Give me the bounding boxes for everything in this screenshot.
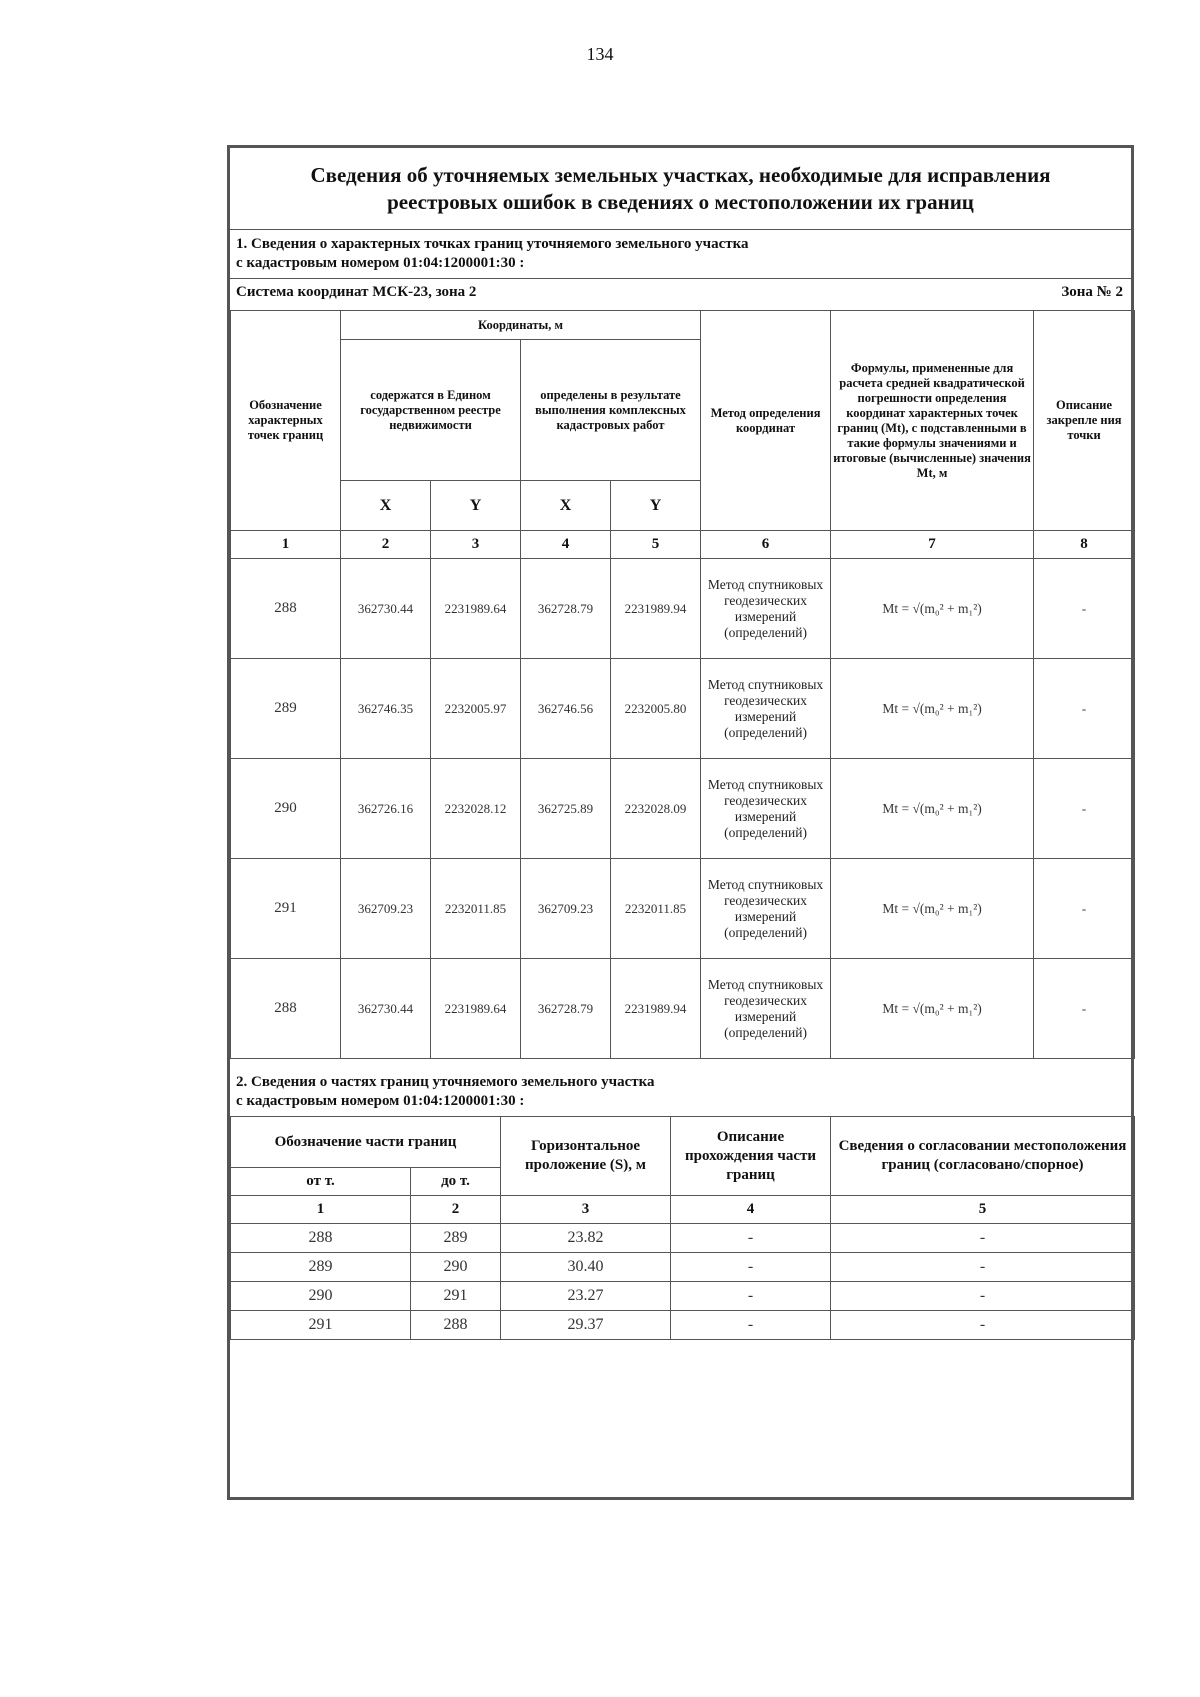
header-in-registry: содержатся в Едином государственном реестре недвижимости xyxy=(341,340,521,481)
table-row xyxy=(231,1282,1135,1311)
from-point: 288 xyxy=(231,1224,411,1253)
registry-x: 362730.44 xyxy=(341,559,431,659)
determined-y: 2231989.94 xyxy=(611,559,701,659)
registry-x: 362730.44 xyxy=(341,959,431,1059)
column-number: 1 xyxy=(231,531,341,559)
formula-cell: Mt = √(m₀² + m₁²) xyxy=(831,759,1034,859)
registry-x: 362709.23 xyxy=(341,859,431,959)
column-number: 3 xyxy=(431,531,521,559)
determined-x: 362728.79 xyxy=(521,959,611,1059)
document-frame xyxy=(227,145,1134,1500)
point-id: 288 xyxy=(231,959,341,1059)
section2-heading xyxy=(236,1073,655,1111)
point-id: 289 xyxy=(231,659,341,759)
points-table xyxy=(230,310,1135,1059)
registry-y: 2232005.97 xyxy=(431,659,521,759)
method-cell: Метод спутниковых геодезических измерений (определений) xyxy=(701,859,831,959)
horizontal-distance: 30.40 xyxy=(501,1253,671,1282)
title-line-1: Сведения об уточняемых земельных участках, необходимые для исправления xyxy=(310,163,1051,187)
description-cell: - xyxy=(1034,759,1135,859)
column-number: 1 xyxy=(231,1196,411,1224)
formula-cell: Mt = √(m₀² + m₁²) xyxy=(831,959,1034,1059)
determined-x: 362725.89 xyxy=(521,759,611,859)
agreement-info: - xyxy=(831,1224,1135,1253)
registry-x: 362746.35 xyxy=(341,659,431,759)
determined-y: 2232011.85 xyxy=(611,859,701,959)
boundary-parts-table xyxy=(230,1116,1135,1340)
header-to: до т. xyxy=(411,1168,501,1196)
header-formulas: Формулы, примененные для расчета средней квадратической погрешности определения координат характерных точек границ (Mt), с подставленными в такие формулы значениями и итоговые (вычисленные) значения Mt, м xyxy=(831,311,1034,531)
method-cell: Метод спутниковых геодезических измерений (определений) xyxy=(701,659,831,759)
determined-x: 362728.79 xyxy=(521,559,611,659)
registry-x: 362726.16 xyxy=(341,759,431,859)
header-horizontal: Горизонтальное проложение (S), м xyxy=(501,1117,671,1196)
description-cell: - xyxy=(1034,859,1135,959)
determined-x: 362746.56 xyxy=(521,659,611,759)
point-id: 291 xyxy=(231,859,341,959)
zone-label: Зона № 2 xyxy=(1061,284,1123,300)
description-cell: - xyxy=(1034,659,1135,759)
to-point: 289 xyxy=(411,1224,501,1253)
registry-y: 2232028.12 xyxy=(431,759,521,859)
registry-y: 2231989.64 xyxy=(431,959,521,1059)
to-point: 291 xyxy=(411,1282,501,1311)
header-method: Метод определения координат xyxy=(701,311,831,531)
header-description: Описание закрепле ния точки xyxy=(1034,311,1135,531)
column-number: 4 xyxy=(671,1196,831,1224)
agreement-info: - xyxy=(831,1311,1135,1340)
formula-cell: Mt = √(m₀² + m₁²) xyxy=(831,859,1034,959)
column-number: 3 xyxy=(501,1196,671,1224)
column-number: 2 xyxy=(411,1196,501,1224)
from-point: 291 xyxy=(231,1311,411,1340)
table-row xyxy=(231,559,1135,659)
from-point: 289 xyxy=(231,1253,411,1282)
title-line-2: реестровых ошибок в сведениях о местоположении их границ xyxy=(387,190,974,214)
header-agreement: Сведения о согласовании местоположения границ (согласовано/спорное) xyxy=(831,1117,1135,1196)
horizontal-distance: 23.82 xyxy=(501,1224,671,1253)
method-cell: Метод спутниковых геодезических измерений (определений) xyxy=(701,759,831,859)
determined-y: 2231989.94 xyxy=(611,959,701,1059)
section2-heading-line-1: 2. Сведения о частях границ уточняемого земельного участка xyxy=(236,1074,655,1090)
section1-heading-line-2: с кадастровым номером 01:04:1200001:30 : xyxy=(236,255,525,271)
header-x: X xyxy=(521,481,611,531)
divider xyxy=(230,229,1131,230)
header-y: Y xyxy=(431,481,521,531)
header-part: Обозначение части границ xyxy=(231,1117,501,1168)
table-row xyxy=(231,1311,1135,1340)
header-coordinates: Координаты, м xyxy=(341,311,701,340)
section1-heading xyxy=(236,235,749,273)
column-number: 5 xyxy=(611,531,701,559)
point-id: 288 xyxy=(231,559,341,659)
coordinate-system: Система координат МСК-23, зона 2 xyxy=(236,284,477,300)
header-designation: Обозначение характерных точек границ xyxy=(231,311,341,531)
table-row xyxy=(231,659,1135,759)
column-number: 7 xyxy=(831,531,1034,559)
to-point: 288 xyxy=(411,1311,501,1340)
registry-y: 2232011.85 xyxy=(431,859,521,959)
page-number: 134 xyxy=(586,44,614,64)
agreement-info: - xyxy=(831,1282,1135,1311)
point-id: 290 xyxy=(231,759,341,859)
divider xyxy=(230,278,1131,279)
passage-description: - xyxy=(671,1282,831,1311)
table-row xyxy=(231,759,1135,859)
from-point: 290 xyxy=(231,1282,411,1311)
method-cell: Метод спутниковых геодезических измерений (определений) xyxy=(701,959,831,1059)
document-title xyxy=(230,162,1131,216)
determined-y: 2232028.09 xyxy=(611,759,701,859)
header-y: Y xyxy=(611,481,701,531)
table-row xyxy=(231,1224,1135,1253)
header-from: от т. xyxy=(231,1168,411,1196)
description-cell: - xyxy=(1034,959,1135,1059)
table-row xyxy=(231,959,1135,1059)
determined-x: 362709.23 xyxy=(521,859,611,959)
column-number: 8 xyxy=(1034,531,1135,559)
agreement-info: - xyxy=(831,1253,1135,1282)
description-cell: - xyxy=(1034,559,1135,659)
horizontal-distance: 29.37 xyxy=(501,1311,671,1340)
passage-description: - xyxy=(671,1224,831,1253)
formula-cell: Mt = √(m₀² + m₁²) xyxy=(831,559,1034,659)
column-number: 6 xyxy=(701,531,831,559)
header-determined: определены в результате выполнения комплексных кадастровых работ xyxy=(521,340,701,481)
table-row xyxy=(231,1253,1135,1282)
passage-description: - xyxy=(671,1311,831,1340)
registry-y: 2231989.64 xyxy=(431,559,521,659)
passage-description: - xyxy=(671,1253,831,1282)
table-row xyxy=(231,859,1135,959)
header-x: X xyxy=(341,481,431,531)
column-number: 5 xyxy=(831,1196,1135,1224)
formula-cell: Mt = √(m₀² + m₁²) xyxy=(831,659,1034,759)
method-cell: Метод спутниковых геодезических измерений (определений) xyxy=(701,559,831,659)
section2-heading-line-2: с кадастровым номером 01:04:1200001:30 : xyxy=(236,1093,525,1109)
header-passage: Описание прохождения части границ xyxy=(671,1117,831,1196)
column-number: 4 xyxy=(521,531,611,559)
to-point: 290 xyxy=(411,1253,501,1282)
determined-y: 2232005.80 xyxy=(611,659,701,759)
column-number: 2 xyxy=(341,531,431,559)
section1-heading-line-1: 1. Сведения о характерных точках границ уточняемого земельного участка xyxy=(236,236,749,252)
horizontal-distance: 23.27 xyxy=(501,1282,671,1311)
